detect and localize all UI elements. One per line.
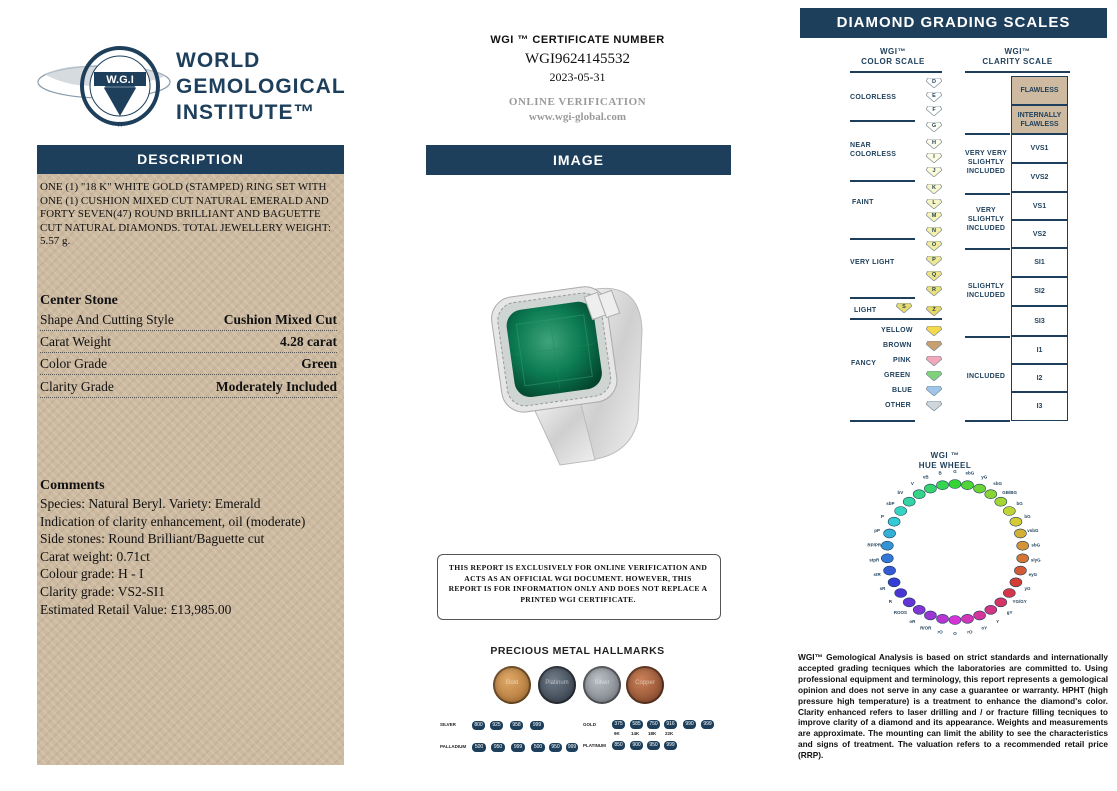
certificate-label: WGI ™ CERTIFICATE NUMBER xyxy=(490,34,665,46)
color-grade-diamond xyxy=(926,256,942,266)
hue-label: stR xyxy=(873,572,881,578)
disclaimer-text: WGI™ Gemological Analysis is based on strict standards and internationally accepted grading tecniques which the laboratories are committed to. Using professional equipment and terminology, this report represents a gemological opinion and does not serve in any case a guarantee or warranty. HPHT (high pressure high temperature) is a treatment to enhance the diamond's color. Clarity enhanced refers to laser drilling and / or fracture filling tecniques to improve clarity of a diamond and its appearance. Weights and measurements are approximate. The mounting can limit the ability to see the characteristics and signs of treatment. The valuation refers to a recommended retail price (RRP). xyxy=(798,652,1108,761)
hue-label: sbG xyxy=(1031,542,1041,548)
hallmark-stamp: 958 xyxy=(510,721,523,730)
description-panel xyxy=(37,174,344,765)
row-shape xyxy=(40,308,337,331)
clarity-scale-heading xyxy=(965,47,1070,67)
color-group-label: VERY LIGHT xyxy=(850,259,895,266)
hue-dot xyxy=(1014,566,1026,575)
karat-label: 18K xyxy=(648,731,657,736)
grading-scales-header: DIAMOND GRADING SCALES xyxy=(800,8,1107,38)
clarity-grade-box: VVS1 xyxy=(1011,134,1068,163)
color-scale-heading-2: COLOR SCALE xyxy=(861,57,925,66)
hue-label: rO xyxy=(937,629,943,635)
hue-dot xyxy=(895,589,907,598)
hue-label: GB/BG xyxy=(1002,490,1017,496)
hue-label: sbG xyxy=(993,481,1002,487)
logo-line-gemological: GEMOLOGICAL xyxy=(176,75,346,98)
hue-dot xyxy=(937,481,949,490)
hue-dot xyxy=(974,484,986,493)
row-label: Shape And Cutting Style xyxy=(40,312,174,327)
fancy-color-diamond xyxy=(926,371,942,381)
hue-label: RP/PR xyxy=(867,542,882,548)
comment-line: Colour grade: H - I xyxy=(40,566,144,582)
color-scale-heading-1: WGI™ xyxy=(880,47,906,56)
fancy-color-diamond xyxy=(926,386,942,396)
comment-line: Clarity grade: VS2-SI1 xyxy=(40,583,165,599)
fancy-color-label: BROWN xyxy=(883,342,912,349)
fancy-color-label: GREEN xyxy=(884,372,911,379)
color-letter: R xyxy=(932,287,936,293)
color-letter: F xyxy=(932,107,936,113)
hue-dot xyxy=(985,605,997,614)
clarity-group-label: INCLUDED xyxy=(966,373,1006,380)
fancy-color-diamond xyxy=(926,341,942,351)
hue-label: Y xyxy=(996,618,1000,624)
color-grade-diamond xyxy=(926,153,942,163)
fancy-color-diamond xyxy=(926,401,942,411)
hue-dot xyxy=(995,497,1007,506)
hue-label: pP xyxy=(874,527,880,533)
hallmark-stamp: 500 xyxy=(531,743,545,752)
color-grade-diamond xyxy=(926,184,942,194)
comments-title: Comments xyxy=(40,478,105,493)
fancy-color-label: BLUE xyxy=(892,387,913,394)
hue-label: eyG xyxy=(1028,572,1038,578)
verification-url[interactable]: www.wgi-global.com xyxy=(528,111,627,123)
hue-label: oR xyxy=(909,618,916,624)
hue-wheel-heading-2: HUE WHEEL xyxy=(918,461,972,470)
logo-wordmark xyxy=(176,48,346,126)
hue-dot xyxy=(884,566,896,575)
hue-label: R/OR xyxy=(920,625,932,631)
hue-label: slyG xyxy=(1030,557,1041,563)
hue-dot xyxy=(884,529,896,538)
ring-photo xyxy=(470,270,670,470)
certificate-number: WGI9624145532 xyxy=(525,51,630,67)
clarity-scale-heading-2: CLARITY SCALE xyxy=(982,57,1053,66)
color-grade-diamond xyxy=(926,122,942,132)
hallmark-stamp: 916 xyxy=(664,720,677,729)
color-scale-heading xyxy=(848,47,938,67)
color-grade-diamond xyxy=(926,212,942,222)
color-group-label: LIGHT xyxy=(854,307,877,314)
color-letter: N xyxy=(932,228,936,234)
row-label: Color Grade xyxy=(40,356,108,371)
hallmark-stamp: 950 xyxy=(491,743,505,752)
description-text: ONE (1) "18 K" WHITE GOLD (STAMPED) RING SET WITH ONE (1) CUSHION MIXED CUT NATURAL EMERALD AND FORTY SEVEN(47) ROUND BRILLIANT AND BAGUETTE CUT NATURAL DIAMONDS. TOTAL JEWELLERY WEIGHT: 5.57 g. xyxy=(40,181,332,247)
platinum-label: PLATINUM xyxy=(583,743,606,748)
hallmarks-title: PRECIOUS METAL HALLMARKS xyxy=(490,645,665,657)
karat-label: 22K xyxy=(665,731,674,736)
karat-label: 14K xyxy=(631,731,640,736)
hallmark-stamp: 950 xyxy=(647,741,660,750)
fancy-color-diamond xyxy=(926,326,942,336)
hue-dot xyxy=(1017,554,1029,563)
color-grade-diamond xyxy=(926,227,942,237)
hue-label: P xyxy=(880,513,885,519)
logo-center-text: W.G.I xyxy=(106,74,134,86)
color-letter: E xyxy=(932,93,936,99)
hallmark-stamp: 990 xyxy=(683,720,696,729)
clarity-grade-box: FLAWLESS xyxy=(1011,76,1068,105)
hue-label: bG xyxy=(1024,513,1031,519)
color-grade-diamond xyxy=(926,139,942,149)
color-group-label: FANCY xyxy=(851,360,877,367)
wgi-logo xyxy=(34,38,174,130)
hue-dot xyxy=(913,605,925,614)
clarity-grade-box: SI2 xyxy=(1011,277,1068,306)
hue-dot xyxy=(924,484,936,493)
hue-label: yG xyxy=(1024,586,1031,592)
image-header: IMAGE xyxy=(426,145,731,175)
hue-dot xyxy=(881,541,893,550)
hue-dot xyxy=(974,611,986,620)
hue-dot xyxy=(985,490,997,499)
hue-label: bG xyxy=(1016,501,1023,507)
hue-label: stpR xyxy=(869,557,880,563)
color-grade-diamond xyxy=(926,78,942,88)
hue-dot xyxy=(1003,589,1015,598)
hallmark-stamp: 999 xyxy=(664,741,677,750)
hue-label: gY xyxy=(1006,609,1013,615)
hallmark-stamp: 750 xyxy=(647,720,660,729)
row-value: 4.28 carat xyxy=(280,334,337,349)
color-letter: M xyxy=(931,213,937,219)
hue-label: rO xyxy=(967,629,973,635)
color-grade-diamond xyxy=(926,271,942,281)
hallmark-stamp: 375 xyxy=(612,720,625,729)
silver-coin-icon: Silver xyxy=(583,666,621,704)
color-grade-diamond xyxy=(926,92,942,102)
color-letter: Q xyxy=(931,272,937,278)
hue-label: V xyxy=(910,481,914,487)
hue-dot xyxy=(888,578,900,587)
color-letter: K xyxy=(932,185,936,191)
clarity-scale-heading-1: WGI™ xyxy=(1004,47,1031,56)
color-grade-diamond xyxy=(926,241,942,251)
hue-label: sR xyxy=(879,586,886,592)
clarity-grade-box: VVS2 xyxy=(1011,163,1068,192)
hue-dot xyxy=(1010,578,1022,587)
hue-label: vsbG xyxy=(1027,527,1039,533)
hue-dot xyxy=(1010,517,1022,526)
row-value: Green xyxy=(301,356,337,371)
clarity-group-label: VERY SLIGHTLY INCLUDED xyxy=(966,207,1006,232)
color-grade-diamond xyxy=(926,106,942,116)
color-letter: H xyxy=(932,140,936,146)
hue-dot xyxy=(913,490,925,499)
clarity-grade-box: INTERNALLY FLAWLESS xyxy=(1011,105,1068,134)
color-group-label: COLORLESS xyxy=(850,94,897,101)
hue-label: YG/GY xyxy=(1012,598,1027,604)
hallmark-stamp: 585 xyxy=(630,720,643,729)
hue-dot xyxy=(949,480,961,489)
color-group-label: FAINT xyxy=(852,199,874,206)
hallmark-stamp: 850 xyxy=(612,741,625,750)
color-letter: I xyxy=(933,154,935,160)
silver-label: SILVER xyxy=(440,722,456,727)
color-letter: G xyxy=(931,123,937,129)
hue-label: oY xyxy=(981,625,988,631)
hue-dot xyxy=(949,616,961,625)
clarity-grade-box: SI1 xyxy=(1011,248,1068,277)
hue-dot xyxy=(903,497,915,506)
hallmark-stamp: 800 xyxy=(472,721,485,730)
karat-label: 9K xyxy=(614,731,620,736)
hue-label: G xyxy=(953,470,957,474)
hue-dot xyxy=(962,614,974,623)
fancy-color-diamond xyxy=(926,356,942,366)
online-verification-label: ONLINE VERIFICATION xyxy=(508,96,647,108)
hallmark-stamp: 999 xyxy=(701,720,714,729)
hue-dot xyxy=(881,554,893,563)
comment-line: Indication of clarity enhancement, oil (moderate) xyxy=(40,513,306,529)
hue-dot xyxy=(1014,529,1026,538)
hallmark-stamp: 999 xyxy=(530,721,544,730)
color-grade-diamond xyxy=(896,303,912,313)
color-letter: O xyxy=(931,242,937,248)
hue-dot xyxy=(1003,507,1015,516)
row-carat xyxy=(40,330,337,353)
hue-label: R xyxy=(888,598,893,604)
clarity-grade-box: I1 xyxy=(1011,336,1068,364)
row-clarity xyxy=(40,375,337,398)
fancy-color-label: YELLOW xyxy=(881,327,913,334)
hue-wheel xyxy=(860,470,1050,640)
comment-line: Carat weight: 0.71ct xyxy=(40,548,150,564)
hallmark-stamp: 900 xyxy=(630,741,643,750)
hue-label: yG xyxy=(981,474,988,480)
clarity-grade-box: SI3 xyxy=(1011,306,1068,336)
center-stone-title: Center Stone xyxy=(40,293,118,308)
color-letter: S xyxy=(902,304,906,310)
color-letter: L xyxy=(932,200,936,206)
color-grade-diamond xyxy=(926,286,942,296)
clarity-grade-box: I3 xyxy=(1011,392,1068,421)
hue-dot xyxy=(962,481,974,490)
hue-label: vB xyxy=(922,474,929,480)
color-grade-diamond xyxy=(926,199,942,209)
hue-label: sbP xyxy=(886,501,895,507)
svg-text:★: ★ xyxy=(116,120,124,129)
description-header: DESCRIPTION xyxy=(37,145,344,174)
hue-wheel-heading-1: WGI ™ xyxy=(930,451,960,460)
hallmark-stamp: 500 xyxy=(472,743,486,752)
clarity-group-label: SLIGHTLY INCLUDED xyxy=(966,283,1006,299)
color-letter: Z xyxy=(932,307,936,313)
hallmark-stamp: 999 xyxy=(511,743,525,752)
row-label: Carat Weight xyxy=(40,334,112,349)
clarity-grade-box: VS2 xyxy=(1011,220,1068,248)
fancy-color-label: OTHER xyxy=(885,402,911,409)
hue-label: O xyxy=(953,631,957,636)
comment-line: Species: Natural Beryl. Variety: Emerald xyxy=(40,496,261,511)
color-letter: D xyxy=(932,79,936,85)
color-grade-diamond xyxy=(926,306,942,316)
fancy-color-label: PINK xyxy=(893,357,911,364)
clarity-grade-box: I2 xyxy=(1011,364,1068,392)
hue-dot xyxy=(937,614,949,623)
row-color xyxy=(40,352,337,375)
logo-line-world: WORLD xyxy=(176,49,261,72)
clarity-group-label: VERY VERY SLIGHTLY INCLUDED xyxy=(964,150,1008,175)
row-value: Cushion Mixed Cut xyxy=(223,312,337,327)
clarity-grade-box: VS1 xyxy=(1011,192,1068,220)
platinum-coin-icon: Platinum xyxy=(538,666,576,704)
hallmark-stamp: 999 xyxy=(567,744,577,750)
hue-label: bV xyxy=(897,490,904,496)
logo-line-institute: INSTITUTE™ xyxy=(176,101,316,124)
gold-label: GOLD xyxy=(583,722,596,727)
row-label: Clarity Grade xyxy=(40,379,114,394)
color-grade-diamond xyxy=(926,167,942,177)
hue-label: ROOS xyxy=(893,609,908,615)
palladium-label: PALLADIUM xyxy=(440,744,467,749)
hallmark-stamp: 925 xyxy=(490,721,503,730)
hue-dot xyxy=(888,517,900,526)
gold-coin-icon: Gold xyxy=(493,666,531,704)
hue-label: B xyxy=(938,470,942,476)
comment-line: Side stones: Round Brilliant/Baguette cut xyxy=(40,531,265,547)
comments-list xyxy=(40,495,340,618)
hue-label: ebG xyxy=(965,470,975,476)
color-group-label: NEAR COLORLESS xyxy=(850,142,897,158)
color-letter: P xyxy=(932,257,936,263)
verification-notice-text: THIS REPORT IS EXCLUSIVELY FOR ONLINE VERIFICATION AND ACTS AS AN OFFICIAL WGI DOCUMENT. HOWEVER, THIS REPORT IS FOR INFORMATION ONLY AND DOES NOT REPLACE A PRINTED WGI CERTIFICATE. xyxy=(448,563,708,604)
hallmark-stamp: 950 xyxy=(549,743,562,752)
hue-wheel-heading xyxy=(900,451,990,471)
hue-dot xyxy=(1017,541,1029,550)
color-letter: J xyxy=(932,168,936,174)
certificate-date: 2023-05-31 xyxy=(549,70,606,84)
row-value: Moderately Included xyxy=(215,379,337,394)
comment-line: Estimated Retail Value: £13,985.00 xyxy=(40,601,232,617)
hue-dot xyxy=(995,598,1007,607)
hue-dot xyxy=(903,598,915,607)
hue-dot xyxy=(924,611,936,620)
hue-dot xyxy=(895,507,907,516)
copper-coin-icon: Copper xyxy=(626,666,664,704)
